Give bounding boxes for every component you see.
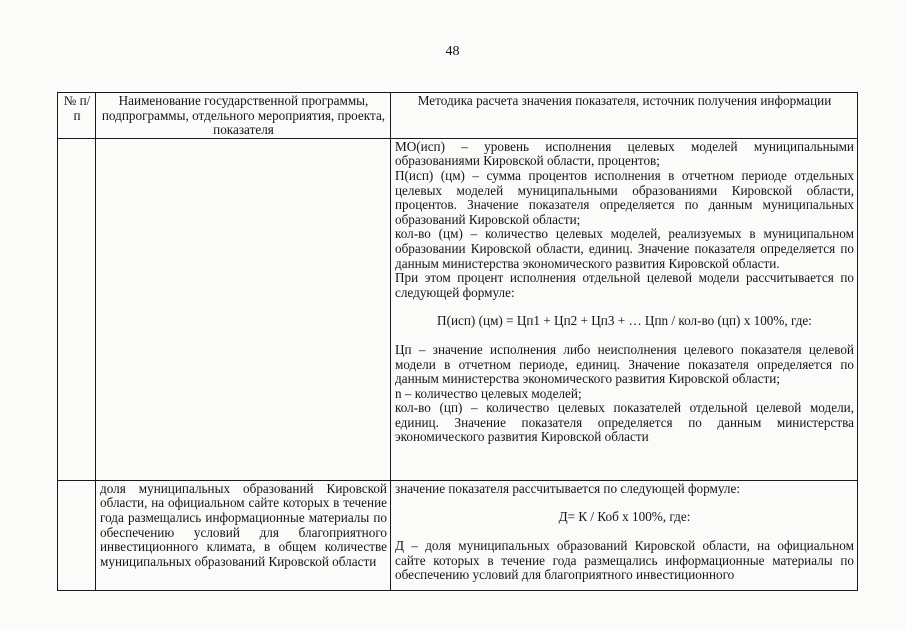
row2-num	[58, 480, 96, 590]
share-formula: Д= К / Коб х 100%, где:	[558, 509, 691, 525]
cp-definition: Цп – значение исполнения либо неисполнения целевого показателя целевой модели в отчетном периоде, единиц. Значение показателя определяется по данным министерства экономического развития Кировской области;	[395, 341, 854, 387]
target-model-formula: П(исп) (цм) = Цп1 + Цп2 + Цп3 + … Цпn / кол-во (цп) x 100%, где:	[437, 313, 812, 329]
n-definition: n – количество целевых моделей;	[395, 385, 582, 401]
row1-method	[391, 138, 858, 480]
p-isp-definition: П(исп) (цм) – сумма процентов исполнения в отчетном периоде отдельных целевых моделей муниципальными образованиями Кировской области, процентов. Значение показателя определяется по данным муниципальных образований Кировской области;	[395, 167, 854, 227]
formula-intro: При этом процент исполнения отдельной целевой модели рассчитывается по следующей формуле:	[395, 270, 854, 300]
header-name: Наименование государственной программы, подпрограммы, отдельного мероприятия, проекта, показателя	[96, 93, 391, 139]
row2-name: доля муниципальных образований Кировской области, на официальном сайте которых в течение года размещались информационные материалы по обеспечению условий для благоприятного инвестиционного климата, в общем количестве муниципальных образований Кировской области	[96, 480, 391, 590]
mo-definition: МО(исп) – уровень исполнения целевых моделей муниципальными образованиями Кировской области, процентов;	[395, 138, 854, 169]
table-row	[58, 138, 858, 480]
header-method: Методика расчета значения показателя, источник получения информации	[391, 93, 858, 139]
indicator-methodology-table	[57, 92, 858, 591]
count-models-definition: кол-во (цм) – количество целевых моделей, реализуемых в муниципальном образовании Кировской области, единиц. Значение показателя определяется по данным министерства экономического развития Кировской области.	[395, 226, 854, 271]
count-indicators-definition: кол-во (цп) – количество целевых показателей отдельной целевой модели, единиц. Значение показателя определяется по данным министерства экономического развития Кировской области	[395, 400, 854, 445]
table-row	[58, 480, 858, 590]
table-header-row	[58, 93, 858, 139]
row1-name	[96, 138, 391, 480]
row2-method	[391, 480, 858, 590]
row1-num	[58, 138, 96, 480]
d-definition: Д – доля муниципальных образований Кировской области, на официальном сайте которых в течение года размещались информационные материалы по обеспечению условий для благоприятного инвестиционного	[395, 537, 854, 583]
header-num: № п/п	[58, 93, 96, 139]
formula-intro-2: значение показателя рассчитывается по следующей формуле:	[395, 480, 741, 496]
page-number: 48	[445, 44, 460, 59]
